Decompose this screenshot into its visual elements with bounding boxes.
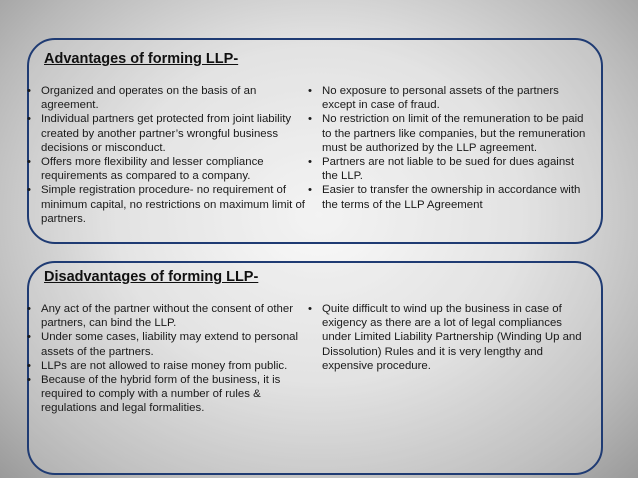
list-item: • No restriction on limit of the remuneration to be paid to the partners like companies, but the remuneration must be authorized by the LLP agreement. [307,112,593,155]
list-item: • Partners are not liable to be sued for dues against the LLP. [307,155,593,183]
disadvantages-left-list [26,302,312,416]
list-item: • Quite difficult to wind up the business in case of exigency as there are a lot of legal compliances under Limited Liability Partnership (Winding Up and Dissolution) Rules and it is very lengthy and expensive procedure. [307,302,593,373]
list-item: • Simple registration procedure- no requirement of minimum capital, no restrictions on maximum limit of partners. [26,183,312,226]
advantages-left-list [26,84,312,226]
disadvantages-heading: Disadvantages of forming LLP- [44,269,259,285]
list-item: • Any act of the partner without the consent of other partners, can bind the LLP. [26,302,312,330]
list-item: • No exposure to personal assets of the partners except in case of fraud. [307,84,593,112]
list-item: • Under some cases, liability may extend to personal assets of the partners. [26,330,312,358]
list-item: • Offers more flexibility and lesser compliance requirements as compared to a company. [26,155,312,183]
list-item: • Organized and operates on the basis of an agreement. [26,84,312,112]
advantages-heading: Advantages of forming LLP- [44,51,239,67]
list-item: • Easier to transfer the ownership in accordance with the terms of the LLP Agreement [307,183,593,211]
list-item: • LLPs are not allowed to raise money from public. [26,359,312,373]
list-item: • Individual partners get protected from joint liability created by another partner’s wrongful business decisions or misconduct. [26,112,312,155]
list-item: • Because of the hybrid form of the business, it is required to comply with a number of rules & regulations and legal formalities. [26,373,312,416]
disadvantages-right-list [307,302,593,373]
advantages-right-list [307,84,593,212]
